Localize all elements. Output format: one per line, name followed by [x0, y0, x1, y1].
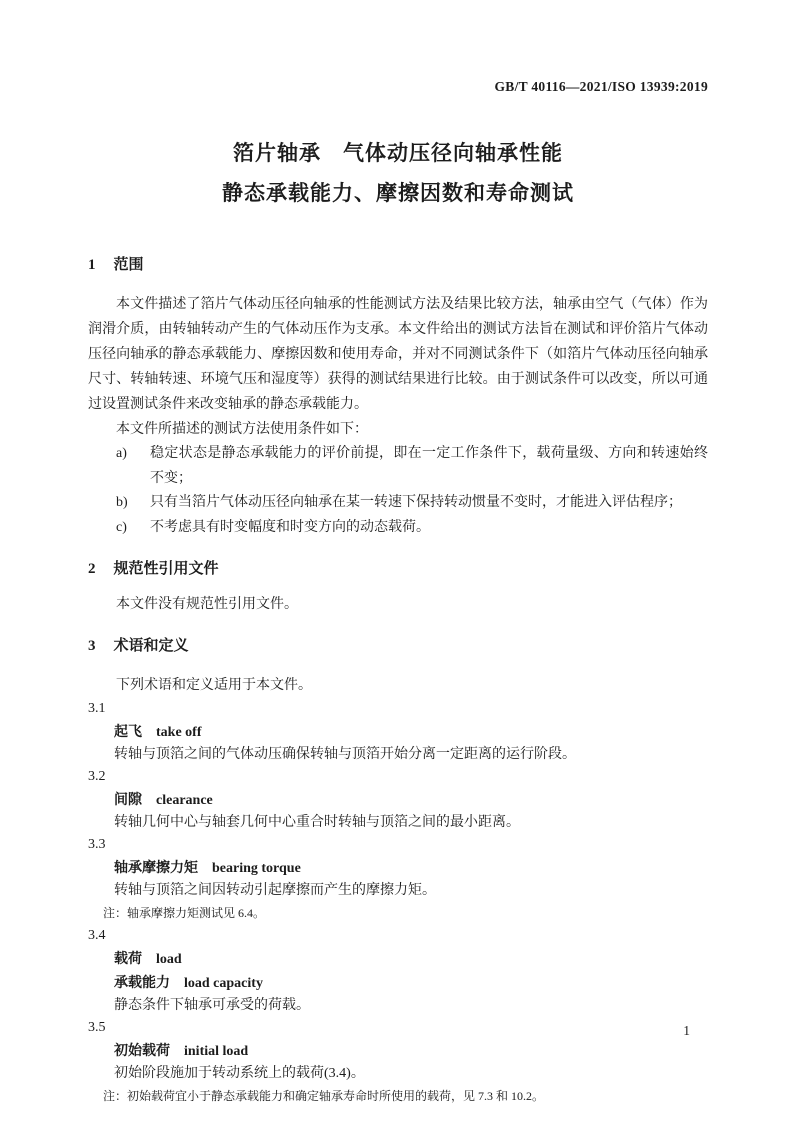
term-chinese: 间隙 — [114, 791, 142, 807]
term-line-secondary — [88, 971, 708, 995]
section-heading-normative-references — [88, 558, 708, 580]
term-definition: 初始阶段施加于转动系统上的载荷(3.4)。 — [114, 1066, 365, 1081]
list-item-c — [88, 516, 708, 541]
term-definition: 转轴几何中心与轴套几何中心重合时转轴与顶箔之间的最小距离。 — [114, 815, 520, 830]
list-item-b — [88, 491, 708, 516]
term-definition: 转轴与顶箔之间的气体动压确保转轴与顶箔开始分离一定距离的运行阶段。 — [114, 747, 576, 762]
term-english: load capacity — [184, 976, 263, 991]
document-title — [88, 134, 708, 214]
page-number: 1 — [683, 1023, 690, 1038]
term-note: 注：轴承摩擦力矩测试见 6.4。 — [103, 906, 266, 920]
term-number: 3.3 — [88, 837, 106, 852]
section-number: 2 — [88, 561, 96, 577]
term-chinese: 初始载荷 — [114, 1042, 170, 1058]
list-item-text: 不考虑具有时变幅度和时变方向的动态载荷。 — [150, 519, 430, 535]
term-number: 3.2 — [88, 769, 106, 784]
term-entry-3-2 — [88, 766, 708, 834]
term-english: bearing torque — [212, 861, 301, 876]
section-title: 规范性引用文件 — [113, 560, 219, 577]
term-entry-3-5 — [88, 1017, 708, 1106]
term-definition: 转轴与顶箔之间因转动引起摩擦而产生的摩擦力矩。 — [114, 883, 436, 898]
term-chinese: 承载能力 — [114, 974, 170, 990]
term-english: initial load — [184, 1044, 249, 1059]
term-number: 3.1 — [88, 701, 106, 716]
section-heading-terms-definitions — [88, 635, 708, 657]
term-number: 3.4 — [88, 928, 106, 943]
list-item-text: 只有当箔片气体动压径向轴承在某一转速下保持转动惯量不变时，才能进入评估程序； — [150, 495, 682, 510]
term-entry-3-1 — [88, 698, 708, 766]
list-item-text: 稳定状态是静态承载能力的评价前提，即在一定工作条件下，载荷量级、方向和转速始终不变； — [150, 446, 708, 486]
term-english: take off — [156, 725, 202, 740]
term-chinese: 载荷 — [114, 950, 142, 966]
term-chinese: 起飞 — [114, 723, 142, 739]
term-number: 3.5 — [88, 1020, 106, 1035]
scope-paragraph-2: 本文件所描述的测试方法使用条件如下： — [116, 422, 368, 437]
section-heading-scope — [88, 254, 708, 276]
term-entry-3-3 — [88, 834, 708, 923]
section-title: 范围 — [113, 256, 144, 273]
terms-list — [88, 698, 708, 1106]
term-line — [88, 720, 708, 744]
term-definition: 静态条件下轴承可承受的荷载。 — [114, 998, 310, 1013]
term-english: clearance — [156, 793, 213, 808]
document-title-line-2: 静态承载能力、摩擦因数和寿命测试 — [222, 182, 574, 205]
term-line — [88, 1039, 708, 1063]
document-title-line-1: 箔片轴承 气体动压径向轴承性能 — [233, 142, 563, 165]
list-item-label: a) — [116, 446, 127, 461]
section-number: 1 — [88, 257, 96, 273]
scope-paragraph-1: 本文件描述了箔片气体动压径向轴承的性能测试方法及结果比较方法，轴承由空气（气体）作为润滑介质，由转轴转动产生的气体动压作为支承。本文件给出的测试方法旨在测试和评价箔片气体动压径向轴承的静态承载能力、摩擦因数和使用寿命，并对不同测试条件下（如箔片气体动压径向轴承尺寸、转轴转速、环境气压和湿度等）获得的测试结果进行比较。由于测试条件可以改变，所以可通过设置测试条件来改变轴承的静态承载能力。 — [88, 297, 708, 412]
list-item-a — [88, 442, 708, 491]
standard-code: GB/T 40116—2021/ISO 13939:2019 — [494, 79, 708, 94]
section-title: 术语和定义 — [113, 637, 189, 654]
term-line — [88, 856, 708, 880]
term-note: 注：初始载荷宜小于静态承载能力和确定轴承寿命时所使用的载荷，见 7.3 和 10.2。 — [103, 1089, 545, 1103]
section-number: 3 — [88, 638, 96, 654]
term-line — [88, 788, 708, 812]
term-entry-3-4 — [88, 925, 708, 1017]
term-line — [88, 947, 708, 971]
normative-paragraph: 本文件没有规范性引用文件。 — [116, 597, 298, 612]
terms-intro: 下列术语和定义适用于本文件。 — [116, 678, 312, 693]
term-english: load — [156, 952, 182, 967]
term-chinese: 轴承摩擦力矩 — [114, 859, 198, 875]
list-item-label: c) — [116, 519, 127, 535]
list-item-label: b) — [116, 495, 128, 510]
